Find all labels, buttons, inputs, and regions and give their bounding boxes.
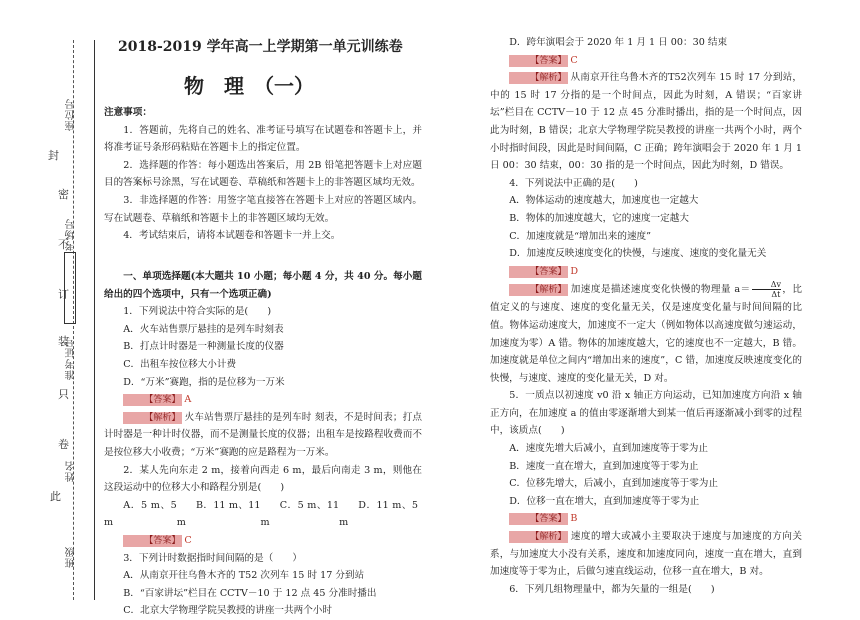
notice-item-1: 1．答题前，先将自己的姓名、准考证号填写在试题卷和答题卡上，并将准考证号条形码粘贴在答题卡上的指定位置。 [104,124,422,154]
formula-numerator: Δv [752,280,781,290]
seat-number-label: 座位号 [66,98,77,131]
margin-border [94,40,95,600]
margin-char-juan: 卷 [58,438,69,451]
q4-analysis [490,280,802,387]
q6-stem: 6．下列几组物理量中，都为矢量的一组是( ) [509,583,715,595]
q5-analysis [490,528,802,581]
exam-room-box [64,252,76,324]
q4-answer [490,263,802,281]
q4-option-c: C．加速度就是“增加出来的速度” [509,230,652,242]
q1-option-a: A．火车站售票厅悬挂的是列车时刻表 [123,323,284,335]
q2-stem: 2．某人先向东走 2 m，接着向西走 6 m，最后向南走 3 m，则他在这段运动中的位移大小和路程分别是( ) [104,464,422,494]
margin-char-ding: 订 [58,288,69,301]
exam-room-label: 考场号 [66,218,77,251]
q4-analysis-text-b: ，比值定义的与速度、速度的变化量无关，仅是速度变化量与时间间隔的比值。物体运动速度大，加速度不一定大（例如物体以高速度做匀速运动，加速度为零）A 错。物体的加速度越大，它的速度也不一定越大，B 错。加速度就是单位之间内“增加出来的速度”，C 错，加速度反映速度变化的快慢，与速度、速度的变化量无关，D 对。 [490,284,802,384]
q1-answer-value: A [184,394,192,406]
margin-char-bu: 不 [58,238,69,251]
q1-analysis-text: 火车站售票厅悬挂的是列车时 刻表，不是时间表；打点计时器是一种计时仪器，而不是测量长度的仪器；出租车是按路程收费而不是按位移大小收费；“万米”赛跑的应是路程为一万米。 [104,411,422,458]
acceleration-formula [752,280,781,299]
q4-option-b: B．物体的加速度越大，它的速度一定越大 [509,212,689,224]
margin-char-zhuang: 装 [58,335,69,348]
q2-options [104,497,422,532]
q2-option-d: D．11 m、5 m [339,499,418,529]
q2-answer-value: C [184,534,192,546]
questions-left [104,268,422,620]
analysis-tag: 【解析】 [123,412,182,424]
admission-number-label: 准考证号 [66,336,77,380]
analysis-tag: 【解析】 [509,72,568,84]
q5-option-b: B．速度一直在增大，直到加速度等于零为止 [509,460,699,472]
notice-section [104,104,422,245]
q2-option-c: C．5 m、11 m [260,499,340,529]
class-label: 班级 [66,546,77,568]
q2-option-a: A．5 m、5 m [104,499,177,529]
margin-char-feng: 封 [48,149,59,162]
q4-option-d: D．加速度反映速度变化的快慢，与速度、速度的变化量无关 [509,248,767,260]
q3-option-b: B．“百家讲坛”栏目在 CCTV－10 于 12 点 45 分准时播出 [123,587,377,599]
q4-analysis-text-a: 加速度是描述速度变化快慢的物理量 a＝ [570,284,751,296]
q2-option-b: B．11 m、11 m [176,499,261,529]
notice-item-3: 3．非选择题的作答：用签字笔直接答在答题卡上对应的答题区域内。写在试题卷、草稿纸和答题卡上的非答题区域均无效。 [104,194,422,224]
q2-answer [104,532,422,550]
q3-answer [490,52,802,70]
right-column [490,34,802,598]
q5-analysis-text: 速度的增大或减小主要取决于速度与加速度的方向关系，与加速度大小没有关系，速度和加速度同向，速度一直在增大，直到加速度等于零为止，后做匀速直线运动，位移一直在增大，B 对。 [490,531,802,578]
q5-stem: 5．一质点以初速度 v0 沿 x 轴正方向运动，已知加速度方向沿 x 轴正方向，在加速度 a 的值由零逐渐增大到某一值后再逐渐减小到零的过程中，该质点( ) [490,390,802,437]
q5-option-a: A．速度先增大后减小，直到加速度等于零为止 [509,443,708,455]
name-label: 姓名 [66,460,77,482]
notice-heading: 注意事项： [104,107,152,118]
q5-option-c: C．位移先增大，后减小，直到加速度等于零为止 [509,478,718,490]
q3-option-d: D．跨年演唱会于 2020 年 1 月 1 日 00：30 结束 [509,37,728,48]
q1-option-d: D．“万米”赛跑，指的是位移为一万米 [123,376,285,388]
q3-stem: 3．下列计时数据指时间间隔的是（ ） [123,552,302,564]
q1-stem: 1．下列说法中符合实际的是( ) [123,306,272,318]
notice-item-2: 2．选择题的作答：每小题选出答案后，用 2B 铅笔把答题卡上对应题目的答案标号涂黑，写在试题卷、草稿纸和答题卡上的非答题区域均无效。 [104,159,422,189]
answer-tag: 【答案】 [509,266,568,278]
q3-option-c: C．北京大学物理学院吴教授的讲座一共两个小时 [123,605,332,617]
margin-char-ci: 此 [50,490,61,503]
notice-item-4: 4．考试结束后，请将本试题卷和答题卡一并上交。 [123,230,341,242]
margin-char-mi: 密 [58,188,69,201]
section-heading: 一、单项选择题(本大题共 10 小题；每小题 4 分，共 40 分。每小题给出的四个选项中，只有一个选项正确) [104,271,422,300]
exam-title: 2018-2019 学年高一上学期第一单元训练卷 [118,39,403,55]
q5-answer-value: B [570,513,578,525]
answer-tag: 【答案】 [123,535,182,547]
q4-option-a: A．物体运动的速度越大，加速度也一定越大 [509,195,699,207]
q3-analysis-text: 从南京开往乌鲁木齐的T52次列车 15 时 17 分到站，中的 15 时 17 分指的是一个时间点，因此为时刻，A 错误；“百家讲坛”栏目在 CCTV－10 于 12 点 45 分准时播出，指的是一个时间点，因此为时刻，B 错误；北京大学物理学院吴教授的讲座一共两个小时，两个小时指时间段，因此是时间间隔，C 正确；跨年演唱会于 2020 年 1 月 1 日 00：30 结束，00：30 指的是一个时间点，因此为时刻，D 错误。 [490,72,802,172]
q3-analysis [490,69,802,175]
q1-analysis [104,409,422,462]
margin-char-zhi: 只 [58,388,69,401]
analysis-tag: 【解析】 [509,531,568,543]
answer-tag: 【答案】 [509,513,568,525]
q1-answer [104,391,422,409]
answer-tag: 【答案】 [509,55,568,67]
q5-option-d: D．位移一直在增大，直到加速度等于零为止 [509,495,700,507]
formula-denominator: Δt [771,290,781,300]
analysis-tag: 【解析】 [509,284,568,296]
q1-option-c: C．出租车按位移大小计费 [123,358,237,370]
subject-title: 物 理 （一） [184,74,314,98]
q4-answer-value: D [570,265,579,277]
q1-option-b: B．打点计时器是一种测量长度的仪器 [123,341,284,353]
binding-margin [0,0,100,607]
q4-stem: 4．下列说法中正确的是( ) [509,177,638,189]
q3-answer-value: C [570,54,578,66]
answer-tag: 【答案】 [123,394,182,406]
q5-answer [490,510,802,528]
q3-option-a: A．从南京开往乌鲁木齐的 T52 次列车 15 时 17 分到站 [123,570,365,582]
